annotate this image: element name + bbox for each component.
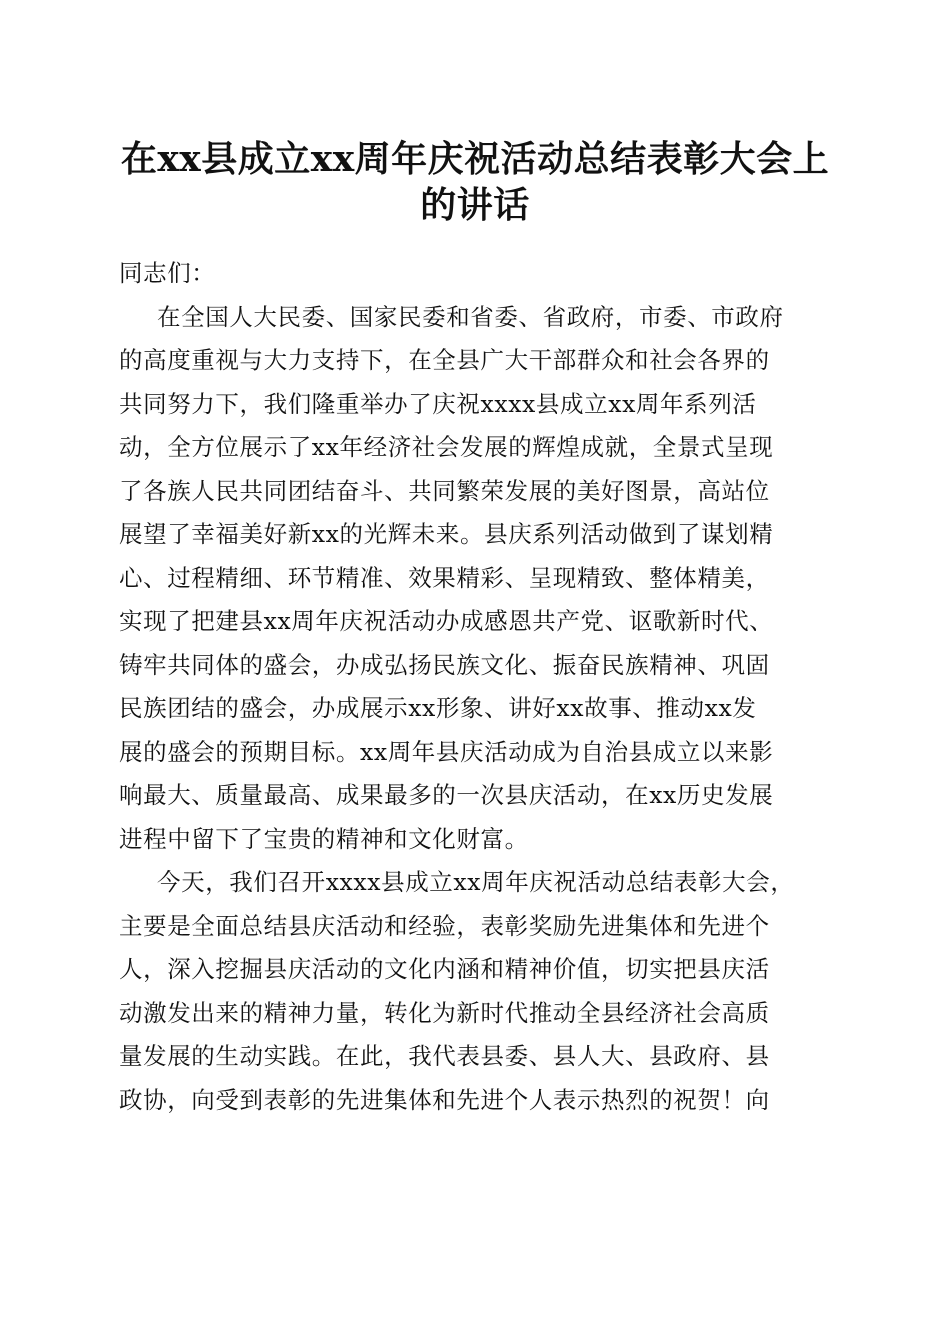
paragraph-line: 在全国人大民委、国家民委和省委、省政府，市委、市政府 xyxy=(157,302,784,331)
paragraph-line: 展的盛会的预期目标。xx周年县庆活动成为自治县成立以来影 xyxy=(119,737,774,766)
document-body xyxy=(119,252,831,1122)
paragraph-line: 展望了幸福美好新xx的光辉未来。县庆系列活动做到了谋划精 xyxy=(119,520,774,548)
paragraph-1 xyxy=(119,296,831,862)
paragraph-line: 铸牢共同体的盛会，办成弘扬民族文化、振奋民族精神、巩固 xyxy=(119,650,770,679)
title-line-1: 在xx县成立xx周年庆祝活动总结表彰大会上 xyxy=(120,138,830,180)
paragraph-line: 人，深入挖掘县庆活动的文化内涵和精神价值，切实把县庆活 xyxy=(119,955,770,983)
paragraph-line: 响最大、质量最高、成果最多的一次县庆活动，在xx历史发展 xyxy=(119,781,774,809)
document-title xyxy=(110,136,840,228)
paragraph-line: 民族团结的盛会，办成展示xx形象、讲好xx故事、推动xx发 xyxy=(119,694,757,722)
paragraph-2 xyxy=(119,861,831,1122)
paragraph-line: 了各族人民共同团结奋斗、共同繁荣发展的美好图景，高站位 xyxy=(119,476,770,505)
salutation: 同志们： xyxy=(119,259,216,287)
paragraph-line: 的高度重视与大力支持下，在全县广大干部群众和社会各界的 xyxy=(119,346,770,374)
paragraph-line: 量发展的生动实践。在此，我代表县委、县人大、县政府、县 xyxy=(119,1042,770,1070)
title-line-2: 的讲话 xyxy=(420,184,530,226)
paragraph-line: 主要是全面总结县庆活动和经验，表彰奖励先进集体和先进个 xyxy=(119,911,770,940)
paragraph-line: 动，全方位展示了xx年经济社会发展的辉煌成就，全景式呈现 xyxy=(119,433,774,461)
paragraph-line: 共同努力下，我们隆重举办了庆祝xxxx县成立xx周年系列活 xyxy=(119,389,757,418)
paragraph-line: 实现了把建县xx周年庆祝活动办成感恩共产党、讴歌新时代、 xyxy=(119,607,774,635)
paragraph-line: 政协，向受到表彰的先进集体和先进个人表示热烈的祝贺！向 xyxy=(119,1085,770,1114)
paragraph-line: 进程中留下了宝贵的精神和文化财富。 xyxy=(119,824,529,853)
paragraph-line: 今天，我们召开xxxx县成立xx周年庆祝活动总结表彰大会， xyxy=(157,868,795,896)
paragraph-line: 动激发出来的精神力量，转化为新时代推动全县经济社会高质 xyxy=(119,998,770,1027)
paragraph-line: 心、过程精细、环节精准、效果精彩、呈现精致、整体精美， xyxy=(119,563,770,592)
